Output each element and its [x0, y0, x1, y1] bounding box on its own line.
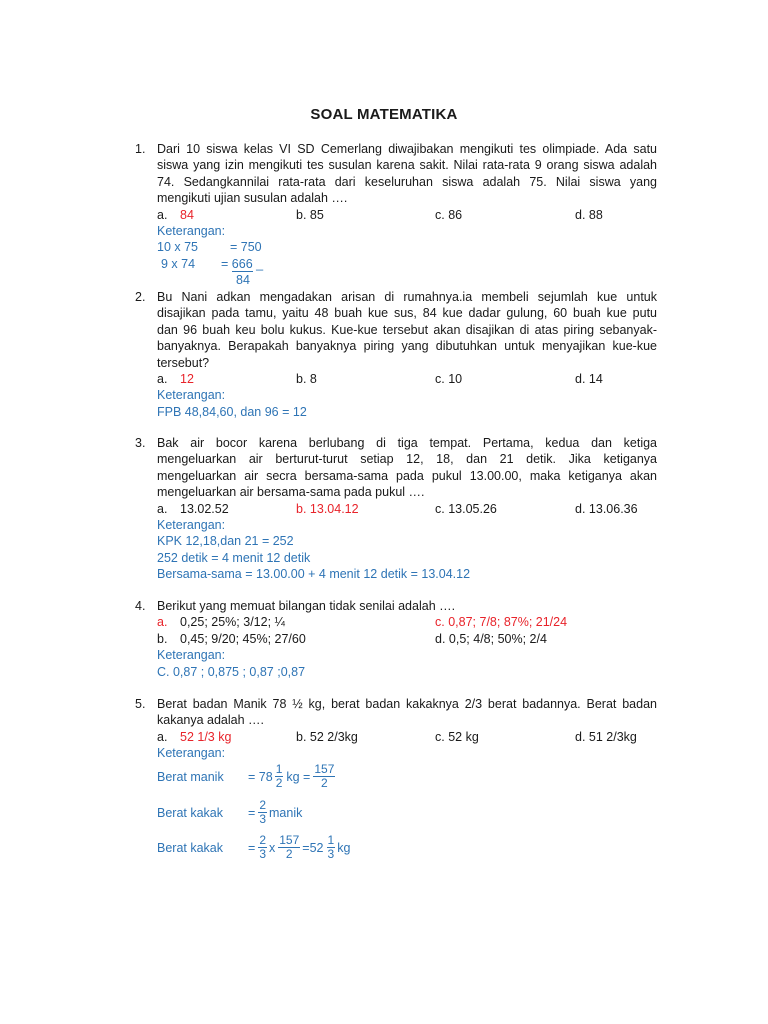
explanation-label: Keterangan: — [157, 746, 226, 761]
option-letter: c. — [435, 371, 445, 386]
question-5 — [135, 696, 657, 863]
question-number: 2. — [135, 290, 146, 304]
calculation-left: 10 x 75 — [157, 240, 199, 255]
explanation-line: FPB 48,84,60, dan 96 = 12 — [157, 404, 307, 419]
option-c — [435, 729, 479, 745]
fraction-numerator: 2 — [259, 833, 266, 848]
option-letter: d. — [575, 371, 586, 386]
fraction — [278, 834, 300, 861]
explanation-line: KPK 12,18,dan 21 = 252 — [157, 534, 294, 549]
answer-options — [135, 371, 657, 387]
explanation — [157, 223, 657, 289]
option-value: 10 — [448, 371, 463, 386]
question-text-line: Berikut yang memuat bilangan tidak senilai adalah …. — [157, 599, 456, 613]
question-text-line: Dari 10 siswa kelas VI SD Cemerlang diwajibakan mengikuti tes olimpiade. Ada satu — [157, 142, 657, 156]
calculation-result-row — [157, 272, 657, 288]
fraction-denominator: 3 — [259, 847, 266, 862]
option-b-value: 0,45; 9/20; 45%; 27/60 — [180, 631, 306, 646]
question-1 — [135, 141, 657, 289]
expression-text: =52 — [302, 840, 324, 855]
answer-options-row-1 — [135, 614, 657, 630]
fraction — [258, 834, 267, 861]
calculation-row — [157, 256, 657, 272]
fraction-denominator: 3 — [327, 847, 335, 862]
explanation — [157, 745, 657, 862]
option-letter: c. — [435, 207, 445, 222]
fraction-denominator: 2 — [321, 776, 328, 791]
question-text-line: mengeluarkan air bersama-sama pada pukul …. — [157, 485, 425, 500]
fraction-denominator: 3 — [259, 812, 266, 827]
option-c — [435, 501, 497, 517]
option-d — [575, 729, 637, 745]
option-d — [575, 207, 603, 223]
fraction-numerator: 157 — [314, 762, 335, 777]
option-b — [296, 729, 358, 745]
expression-text: = — [248, 840, 256, 855]
option-letter: c. — [435, 501, 445, 516]
question-3 — [135, 435, 657, 583]
explanation-label: Keterangan: — [157, 223, 226, 238]
answer-options — [135, 207, 657, 223]
option-b — [296, 371, 317, 387]
option-value: 86 — [448, 207, 463, 222]
explanation-line: Bersama-sama = 13.00.00 + 4 menit 12 detik = 13.04.12 — [157, 567, 471, 582]
explanation-label: Keterangan: — [157, 388, 226, 403]
question-text — [157, 289, 657, 371]
question-text-line: dan 96 buah keu bolu kukus. Kue-kue tersebut akan disajikan di atas piring sebanyak- — [157, 322, 657, 337]
question-2 — [135, 289, 657, 420]
question-text-line: 74. Sedangkannilai rata-rata dari keseluruhan siswa adalah 75. Nilai siswa yang — [157, 174, 657, 189]
fraction — [313, 763, 335, 790]
option-a-letter: a. — [157, 615, 168, 630]
question-text — [157, 696, 657, 729]
option-a-letter: a. — [157, 207, 168, 222]
option-value: 13.06.36 — [588, 501, 638, 516]
expression-text: kg = — [286, 769, 311, 784]
explanation — [157, 647, 657, 680]
answer-options-row-2 — [135, 631, 657, 647]
explanation-line: C. 0,87 ; 0,875 ; 0,87 ;0,87 — [157, 664, 306, 679]
fraction-numerator: 1 — [275, 762, 283, 777]
fraction-calculation-row — [157, 762, 657, 792]
explanation-label: Keterangan: — [157, 517, 226, 532]
option-letter: c. — [435, 615, 445, 630]
option-value: 88 — [588, 207, 603, 222]
fraction — [258, 799, 267, 826]
option-letter: d. — [435, 631, 446, 646]
option-value: 51 2/3kg — [588, 729, 637, 744]
question-number: 1. — [135, 142, 146, 156]
option-a-value: 84 — [180, 207, 194, 222]
calculation-label: Berat kakak — [157, 805, 224, 820]
option-value: 14 — [588, 371, 603, 386]
subtraction-sign: _ — [256, 256, 264, 271]
option-value: 52 kg — [448, 729, 479, 744]
fraction — [275, 763, 284, 790]
option-b — [296, 207, 324, 223]
question-text-line: tersebut? — [157, 355, 210, 370]
option-a-value: 0,25; 25%; 3/12; ¼ — [180, 615, 285, 630]
calculation-label: Berat kakak — [157, 840, 224, 855]
option-value: 0,87; 7/8; 87%; 21/24 — [448, 615, 568, 630]
calculation-label: Berat manik — [157, 769, 224, 784]
question-number: 5. — [135, 697, 146, 711]
question-number: 4. — [135, 599, 146, 613]
question-text-line: siswa yang izin mengikuti tes susulan karena sakit. Nilai rata-rata 9 orang siswa adalah — [157, 158, 657, 173]
question-text — [157, 598, 657, 614]
fraction-denominator: 2 — [285, 847, 293, 862]
calculation-result: 84 — [236, 273, 250, 288]
answer-options — [135, 501, 657, 517]
option-value: 85 — [309, 207, 324, 222]
explanation — [157, 517, 657, 583]
explanation-label: Keterangan: — [157, 648, 226, 663]
calculation-right — [221, 256, 263, 272]
option-a-value: 12 — [180, 371, 194, 386]
option-a-value: 13.02.52 — [180, 501, 229, 516]
question-text-line: Bu Nani adkan mengadakan arisan di rumahnya.ia membeli sejumlah kue untuk — [157, 290, 657, 304]
question-text-line: disajikan pada tamu, yaitu 48 buah kue sus, 84 kue dadar gulung, 60 buah kue putu — [157, 306, 657, 321]
option-b-letter: b. — [157, 631, 168, 646]
option-letter: d. — [575, 501, 586, 516]
option-c — [435, 614, 567, 630]
question-text-line: Bak air bocor karena berlubang di tiga tempat. Pertama, kedua dan ketiga — [157, 436, 657, 450]
option-d — [435, 631, 547, 647]
option-letter: b. — [296, 207, 307, 222]
calculation-right: = 750 — [230, 240, 262, 255]
option-d — [575, 371, 603, 387]
fraction — [327, 834, 336, 861]
fraction-numerator: 157 — [279, 833, 300, 848]
question-number: 3. — [135, 436, 146, 450]
option-c — [435, 207, 462, 223]
option-c — [435, 371, 462, 387]
fraction-calculation-row — [157, 833, 657, 863]
option-a-value: 52 1/3 kg — [180, 729, 232, 744]
expression-text: manik — [269, 805, 303, 820]
explanation-line: 252 detik = 4 menit 12 detik — [157, 550, 311, 565]
question-text-line: mengeluarkan air secra bersama-sama pada pukul 13.00.00, maka ketiganya akan — [157, 468, 657, 483]
option-letter: b. — [296, 371, 307, 386]
option-b — [296, 501, 359, 517]
option-letter: b. — [296, 729, 307, 744]
calculation-left: 9 x 74 — [161, 256, 196, 271]
expression-text: x — [269, 840, 276, 855]
question-text-line: kakanya adalah …. — [157, 713, 265, 728]
option-value: 8 — [309, 371, 317, 386]
question-4 — [135, 598, 657, 680]
option-d — [575, 501, 638, 517]
page-title: SOAL MATEMATIKA — [310, 106, 458, 123]
question-text — [157, 141, 657, 207]
question-text-line: Berat badan Manik 78 ½ kg, berat badan kakaknya 2/3 berat badannya. Berat badan — [157, 697, 657, 711]
option-a-letter: a. — [157, 729, 168, 744]
fraction-calculation-row — [157, 798, 657, 828]
answer-options — [135, 729, 657, 745]
option-letter: d. — [575, 207, 586, 222]
option-value: 13.05.26 — [448, 501, 497, 516]
expression-text: = — [248, 805, 256, 820]
expression-text: = 78 — [248, 769, 273, 784]
option-value: 13.04.12 — [309, 501, 359, 516]
calculation-expression — [248, 833, 350, 863]
option-letter: d. — [575, 729, 586, 744]
question-text — [157, 435, 657, 501]
explanation — [157, 387, 657, 420]
calculation-expression — [248, 798, 302, 828]
question-text-line: mengikuti ujian susulan adalah …. — [157, 191, 348, 206]
fraction-numerator: 2 — [259, 798, 266, 813]
fraction-numerator: 1 — [327, 833, 335, 848]
calculation-expression — [248, 762, 337, 792]
fraction-denominator: 2 — [275, 776, 283, 791]
equals-sign: = — [221, 256, 229, 271]
question-text-line: banyaknya. Berapakah banyaknya piring yang dibutuhkan untuk menyajikan kue-kue — [157, 339, 657, 354]
option-a-letter: a. — [157, 371, 168, 386]
option-value: 52 2/3kg — [309, 729, 358, 744]
option-letter: b. — [296, 501, 307, 516]
option-letter: c. — [435, 729, 445, 744]
option-a-letter: a. — [157, 501, 168, 516]
calculation-row — [157, 239, 657, 255]
option-value: 0,5; 4/8; 50%; 2/4 — [448, 631, 547, 646]
underlined-value: 666 — [231, 256, 253, 271]
question-text-line: mengeluarkan air berturut-turut setiap 12, 18, dan 21 detik. Jika ketiganya — [157, 452, 657, 467]
expression-text: kg — [337, 840, 351, 855]
